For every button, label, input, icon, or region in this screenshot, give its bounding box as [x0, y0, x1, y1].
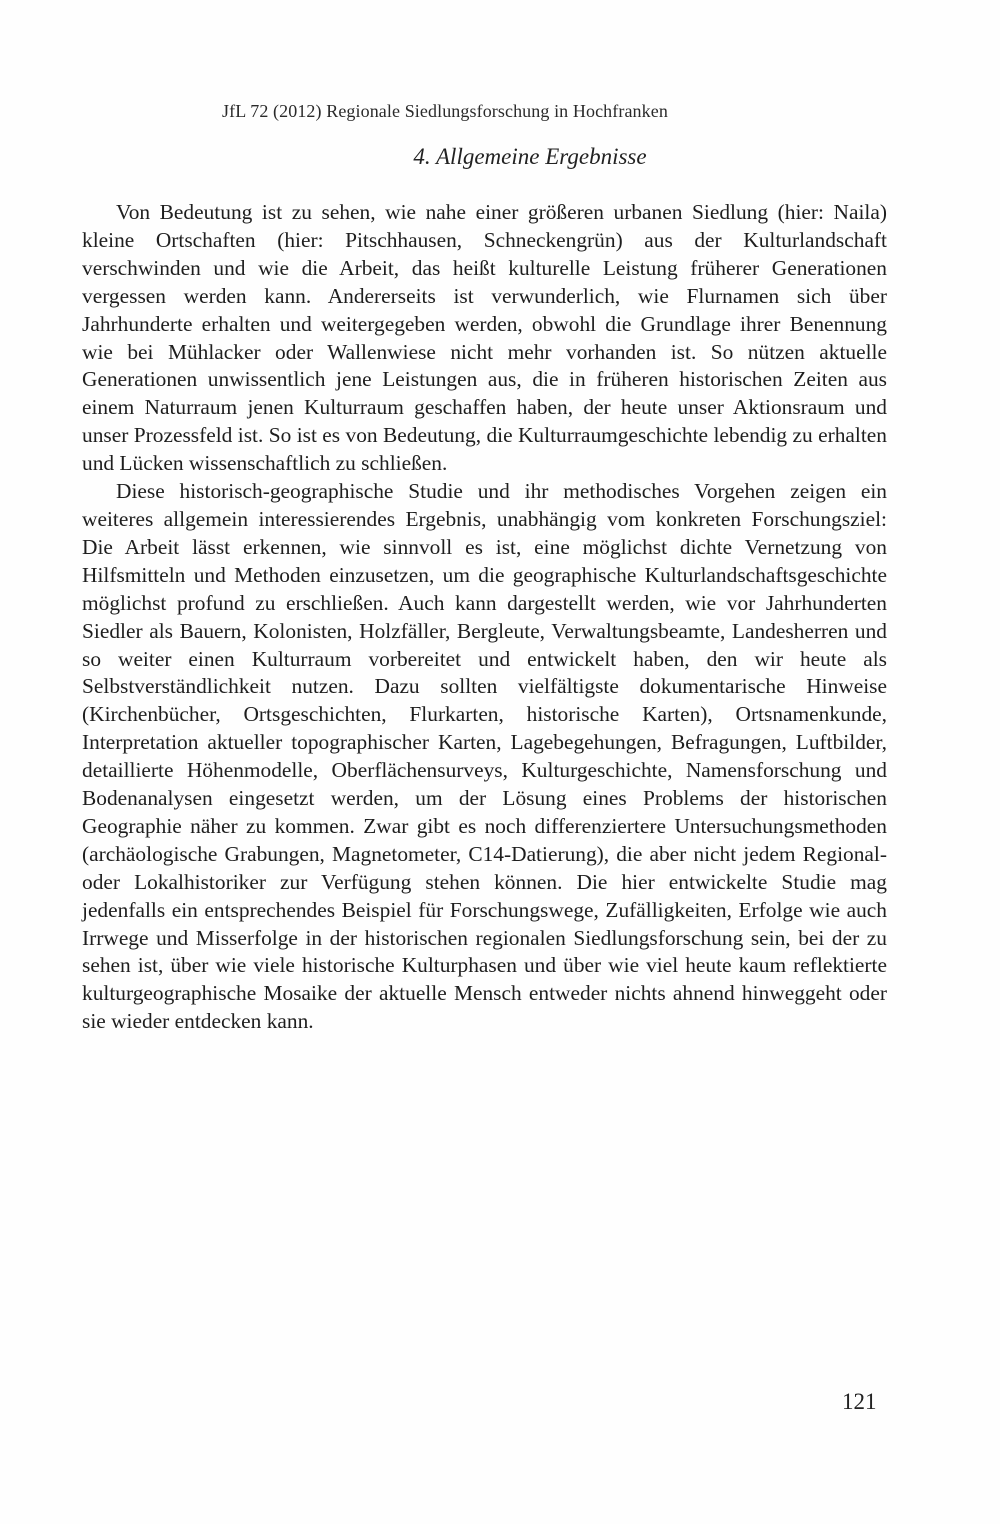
body-text [82, 199, 887, 1036]
paragraph-2: Diese historisch-geographische Studie und ihr methodisches Vorgehen zeigen ein weiteres allgemein interessierendes Ergebnis, unabhängig vom konkreten Forschungsziel: Die Arbeit lässt erkennen, wie sinnvoll es ist, eine möglichst dichte Vernetzung von Hilfsmitteln und Methoden einzusetzen, um die geographische Kulturlandschaftsgeschichte möglichst profund zu erschließen. Auch kann dargestellt werden, wie vor Jahrhunderten Siedler als Bauern, Kolonisten, Holzfäller, Bergleute, Verwaltungsbeamte, Landesherren und so weiter einen Kulturraum vorbereitet und entwickelt haben, den wir heute als Selbstverständlichkeit nutzen. Dazu sollten vielfältigste dokumentarische Hinweise (Kirchenbücher, Ortsgeschichten, Flurkarten, historische Karten), Ortsnamenkunde, Interpretation aktueller topographischer Karten, Lagebegehungen, Befragungen, Luftbilder, detaillierte Höhenmodelle, Oberflächensurveys, Kulturgeschichte, Namensforschung und Bodenanalysen eingesetzt werden, um der Lösung eines Problems der historischen Geographie näher zu kommen. Zwar gibt es noch differenziertere Untersuchungsmethoden (archäologische Grabungen, Magnetometer, C14-Datierung), die aber nicht jedem Regional- oder Lokalhistoriker zur Verfügung stehen können. Die hier entwickelte Studie mag jedenfalls ein entsprechendes Beispiel für Forschungswege, Zufälligkeiten, Erfolge wie auch Irrwege und Misserfolge in der historischen regionalen Siedlungsforschung sein, bei der zu sehen ist, über wie viele historische Kulturphasen und über wie viel heute kaum reflektierte kulturgeographische Mosaike der aktuelle Mensch entweder nichts ahnend hinweggeht oder sie wieder entdecken kann. [82, 479, 887, 1034]
running-head: JfL 72 (2012) Regionale Siedlungsforschung in Hochfranken [222, 101, 668, 121]
section-heading: 4. Allgemeine Ergebnisse [413, 144, 647, 169]
paragraph-1: Von Bedeutung ist zu sehen, wie nahe einer größeren urbanen Siedlung (hier: Naila) kleine Ortschaften (hier: Pitschhausen, Schneckengrün) aus der Kulturlandschaft verschwinden und wie die Arbeit, das heißt kulturelle Leistung früherer Generationen vergessen werden kann. Andererseits ist verwunderlich, wie Flurnamen sich über Jahrhunderte erhalten und weitergegeben werden, obwohl die Grundlage ihrer Benennung wie bei Mühlacker oder Wallenwiese nicht mehr vorhanden ist. So nützen aktuelle Generationen unwissentlich jene Leistungen aus, die in früheren historischen Zeiten aus einem Naturraum jenen Kulturraum geschaffen haben, der heute unser Aktionsraum und unser Prozessfeld ist. So ist es von Bedeutung, die Kulturraumgeschichte lebendig zu erhalten und Lücken wissenschaftlich zu schließen. [82, 200, 887, 476]
page-number: 121 [842, 1389, 877, 1414]
